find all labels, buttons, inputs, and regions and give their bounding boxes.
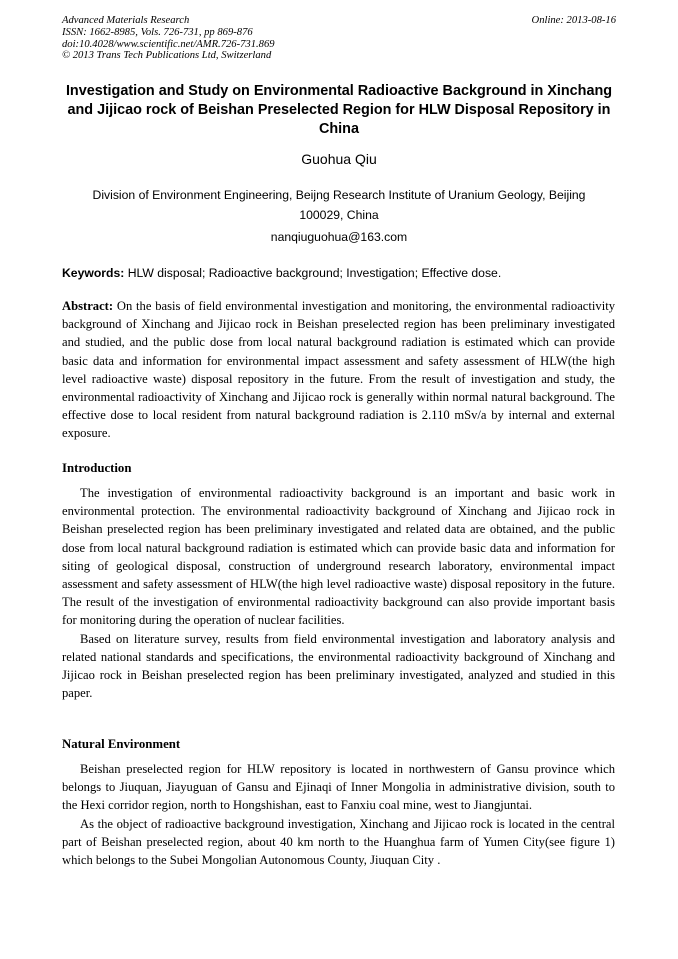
- doi-line[interactable]: doi:10.4028/www.scientific.net/AMR.726-731.869: [62, 38, 275, 50]
- abstract: [62, 297, 615, 443]
- abstract-text: On the basis of field environmental investigation and monitoring, the environmental radioactivity background of Xinchang and Jijicao rock in Beishan preselected region has been preliminary investigated and studied, and the public dose from local natural background radiation is estimated which can provide basic data and information for environmental impact assessment and safety assessment of HLW(the high level radioactive waste) disposal repository in the future. From the result of investigation and study, the environmental radioactivity of Xinchang and Jijicao rock is generally within normal natural background. The effective dose to local resident from natural background radiation is 2.110 mSv/a by internal and external exposure.: [62, 299, 615, 441]
- paragraph: Beishan preselected region for HLW repository is located in northwestern of Gansu province which belongs to Jiuquan, Jiayuguan of Gansu and Ejinaqi of Inner Mongolia in administrative division, south to the Hexi corridor region, north to Hongshishan, east to Fanxiu coal mine, west to Jiangjuntai.: [62, 762, 615, 813]
- section-introduction: [62, 484, 615, 702]
- section-natural-environment: [62, 760, 615, 869]
- paragraph: The investigation of environmental radioactivity background is an important and basic work in environmental protection. The environmental radioactivity background of Xinchang and Jijicao rock in Beishan preselected region has been preliminary investigated and related data are obtained, and the public dose from local natural background radiation is estimated which can provide basic data and information for siting of geological disposal, construction of underground research laboratory, environmental impact assessment and safety assessment of HLW(the high level radioactive waste) disposal repository in the future. The result of the investigation of environmental radioactivity background can also provide important basis for monitoring during the operation of nuclear facilities.: [62, 486, 615, 628]
- paragraph: Based on literature survey, results from field environmental investigation and laboratory analysis and related national standards and specifications, the environmental radioactivity background of Xinchang and Jijicao rock in Beishan preselected region has been preliminary investigated, analyzed and studied in this paper.: [62, 631, 615, 701]
- issn-line: ISSN: 1662-8985, Vols. 726-731, pp 869-876: [62, 26, 253, 38]
- author-name: Guohua Qiu: [301, 151, 377, 167]
- copyright-line: © 2013 Trans Tech Publications Ltd, Switzerland: [62, 50, 272, 62]
- keywords-label: Keywords:: [62, 266, 125, 280]
- paper-title: Investigation and Study on Environmental Radioactive Background in Xinchang and Jijicao rock of Beishan Preselected Region for HLW Disposal Repository in China: [65, 83, 613, 137]
- keywords-text: HLW disposal; Radioactive background; Investigation; Effective dose.: [124, 266, 502, 280]
- journal-name: Advanced Materials Research: [62, 15, 190, 26]
- online-date: Online: 2013-08-16: [531, 15, 616, 26]
- paragraph: As the object of radioactive background investigation, Xinchang and Jijicao rock is located in the central part of Beishan preselected region, about 40 km north to the Huanghua farm of Yumen City(see figure 1) which belongs to the Subei Mongolian Autonomous County, Jiuquan City .: [62, 816, 615, 868]
- author-affiliation: Division of Environment Engineering, Beijng Research Institute of Uranium Geology, Beijing 100029, China: [92, 188, 586, 222]
- abstract-label: Abstract:: [62, 299, 114, 313]
- journal-header: [62, 15, 616, 62]
- keywords: [62, 266, 616, 280]
- section-heading-natural-environment: Natural Environment: [62, 737, 181, 751]
- author-email[interactable]: nanqiuguohua@163.com: [270, 230, 408, 244]
- section-heading-introduction: Introduction: [62, 461, 132, 475]
